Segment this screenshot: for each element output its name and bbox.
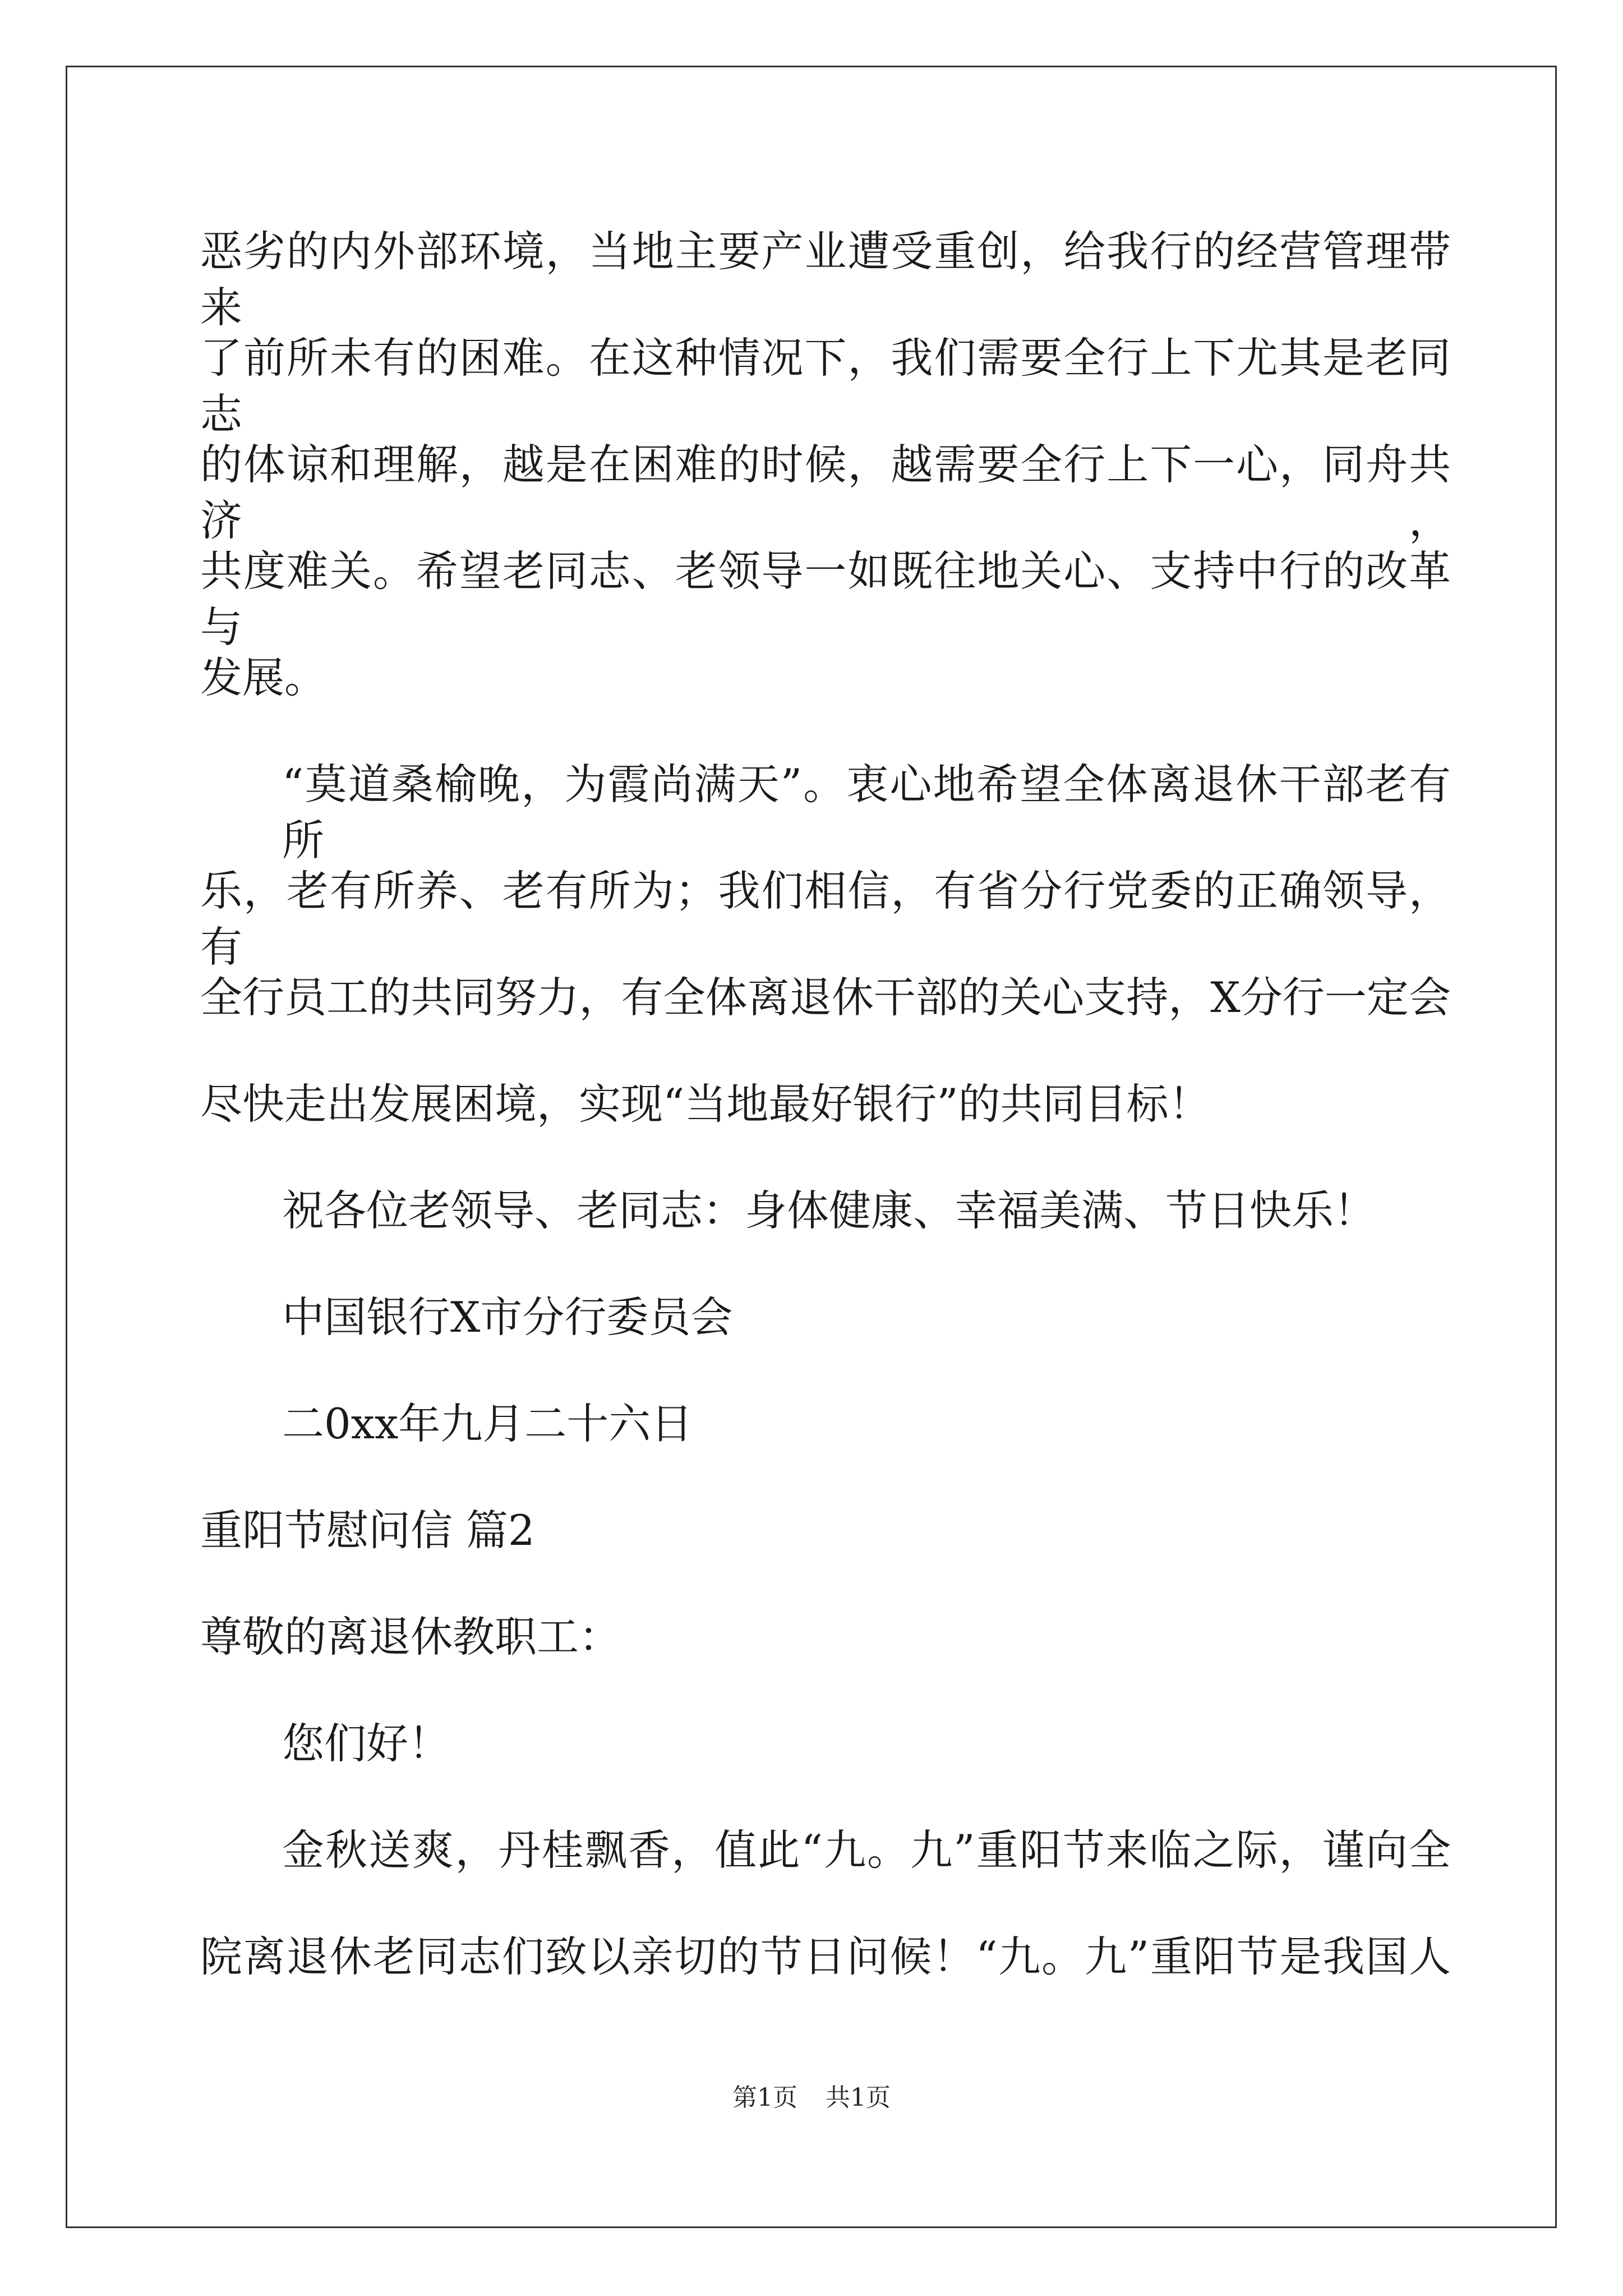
paragraph-line: 恶劣的内外部环境，当地主要产业遭受重创，给我行的经营管理带来 [200, 227, 1451, 332]
paragraph-line: 院离退休老同志们致以亲切的节日问候！“九。九”重阳节是我国人 [200, 1932, 1451, 1981]
paragraph-line: 全行员工的共同努力，有全体离退休干部的关心支持，X分行一定会 [200, 973, 1451, 1022]
page-number: 第1页 [732, 2083, 797, 2112]
paragraph-line: 的体谅和理解，越是在困难的时候，越需要全行上下一心，同舟共济， [200, 440, 1451, 545]
paragraph-line: 乐，老有所养、老有所为；我们相信，有省分行党委的正确领导，有 [200, 866, 1451, 972]
paragraph-line: 尽快走出发展困境，实现“当地最好银行”的共同目标！ [200, 1079, 1211, 1129]
page-total: 共1页 [826, 2083, 891, 2112]
signature-org: 中国银行X市分行委员会 [282, 1292, 733, 1342]
paragraph-line: “莫道桑榆晚，为霞尚满天”。衷心地希望全体离退休干部老有所 [282, 760, 1451, 865]
section-title: 重阳节慰问信 篇2 [200, 1506, 535, 1555]
signature-date: 二0xx年九月二十六日 [282, 1399, 693, 1448]
paragraph-line: 共度难关。希望老同志、老领导一如既往地关心、支持中行的改革与 [200, 546, 1451, 652]
greeting-line: 祝各位老领导、老同志：身体健康、幸福美满、节日快乐！ [282, 1186, 1376, 1235]
salutation: 尊敬的离退休教职工： [200, 1612, 621, 1662]
paragraph-line: 了前所未有的困难。在这种情况下，我们需要全行上下尤其是老同志 [200, 333, 1451, 439]
paragraph-line: 发展。 [200, 653, 327, 702]
opening-greeting: 您们好！ [282, 1719, 451, 1768]
page-footer [0, 2081, 1623, 2115]
paragraph-line: 金秋送爽，丹桂飘香，值此“九。九”重阳节来临之际，谨向全 [282, 1825, 1451, 1875]
